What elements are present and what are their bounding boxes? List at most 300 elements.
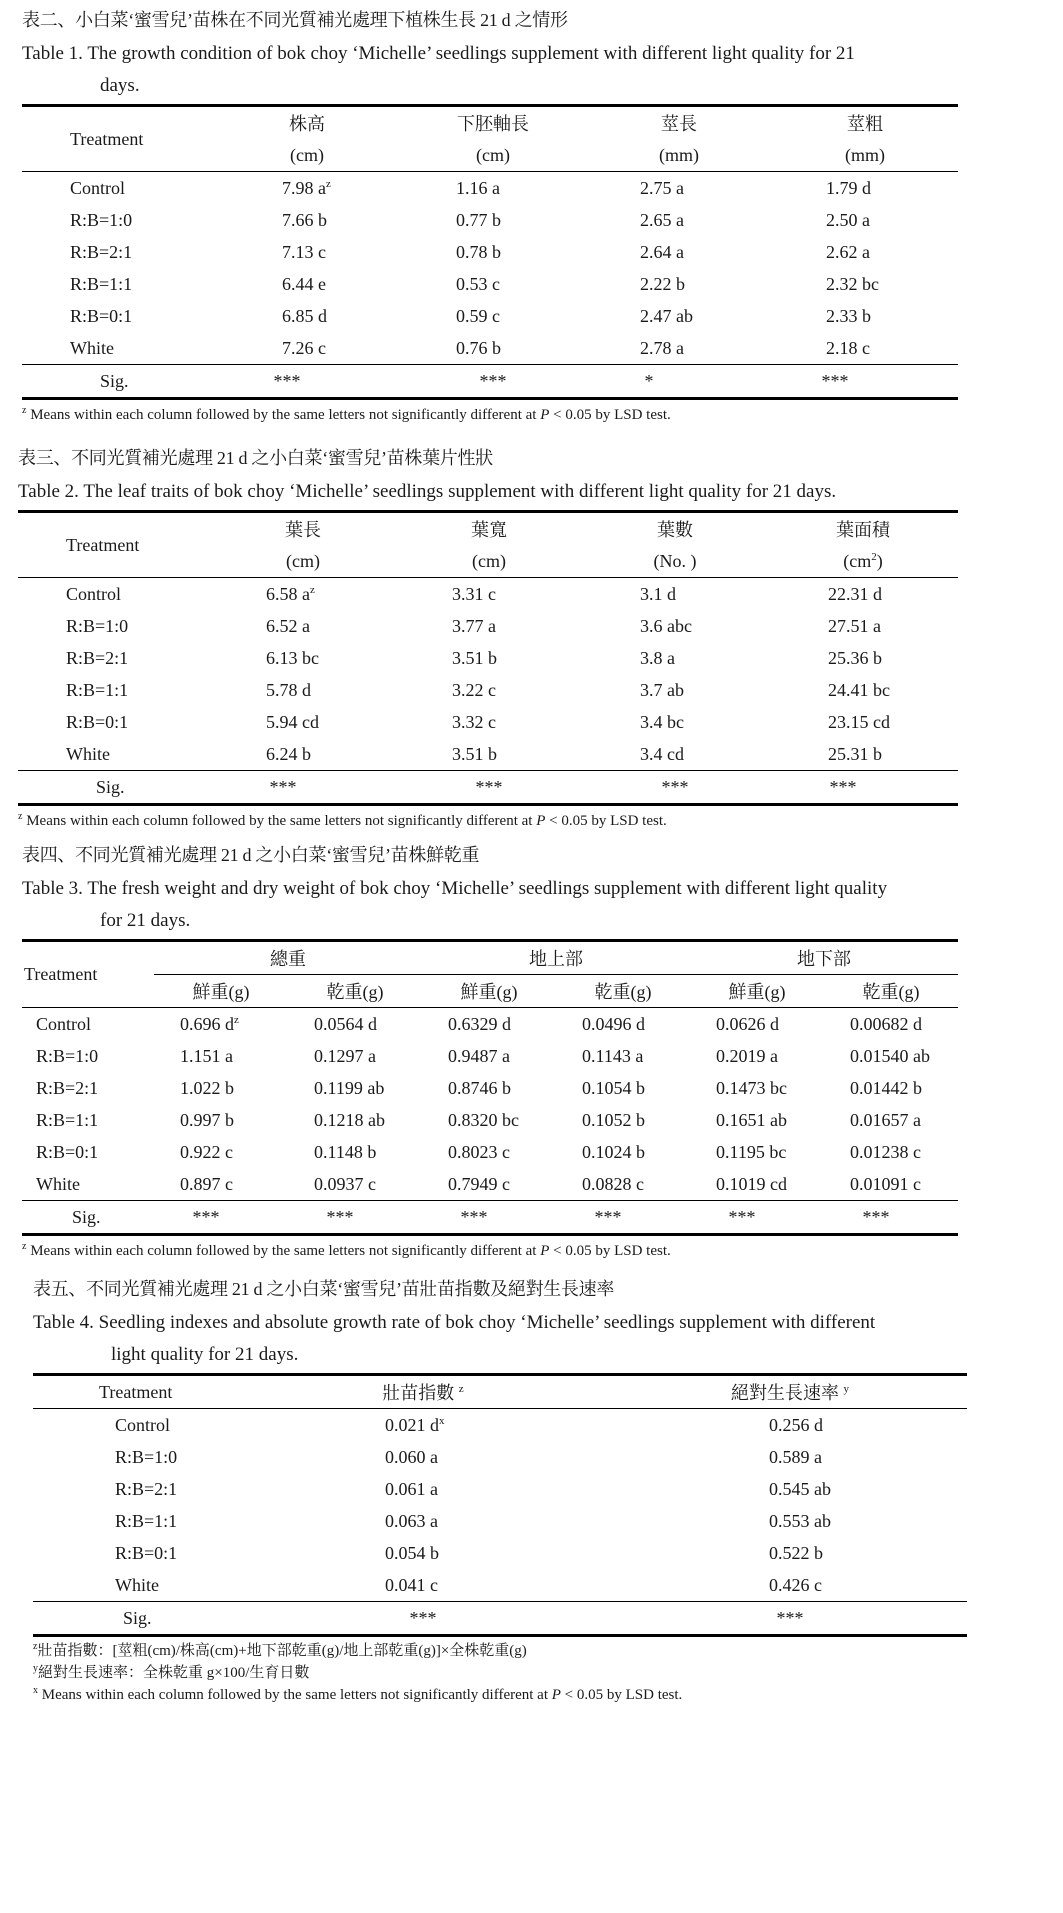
- value-cell: [214, 268, 400, 300]
- table-row: [22, 236, 958, 268]
- value-text: 2.47 ab: [640, 305, 693, 326]
- value-cell: [273, 1569, 613, 1602]
- value-cell: [288, 1072, 422, 1104]
- value-text: 0.1218 ab: [314, 1109, 385, 1130]
- value-text: 0.063 a: [385, 1510, 438, 1531]
- value-text: 7.13 c: [282, 241, 326, 262]
- table2-header-leaf-area: 葉面積: [836, 520, 890, 540]
- value-text: 0.01091 c: [850, 1173, 921, 1194]
- value-cell: [400, 300, 586, 332]
- treatment-cell: [22, 1072, 154, 1104]
- value-text: 2.32 bc: [826, 273, 879, 294]
- table3-footnote: [22, 1240, 958, 1262]
- unit-text: (cm: [843, 550, 872, 571]
- table3-title-en-line1: Table 3. The fresh weight and dry weight of bok choy ‘Michelle’ seedlings supplement with different light quality: [22, 878, 888, 899]
- value-cell: [768, 610, 958, 642]
- table-row: [18, 674, 958, 706]
- value-text: 0.2019 a: [716, 1045, 778, 1066]
- treatment-cell: [18, 738, 210, 771]
- treatment-label: R:B=1:1: [70, 273, 133, 294]
- value-cell: [586, 236, 772, 268]
- treatment-label: R:B=0:1: [66, 711, 129, 732]
- footnote-ref: z: [310, 583, 315, 596]
- value-text: 0.8023 c: [448, 1141, 510, 1162]
- treatment-cell: [22, 268, 214, 300]
- value-cell: [288, 1136, 422, 1168]
- value-text: 2.18 c: [826, 337, 870, 358]
- value-text: 0.01238 c: [850, 1141, 921, 1162]
- table2-header-leaf-width: 葉寬: [471, 520, 507, 540]
- value-text: 0.01657 a: [850, 1109, 921, 1130]
- table1-unit: (cm): [214, 139, 400, 172]
- table3-group-shoot: 地上部: [422, 941, 690, 975]
- table3-title-zh: 表四、不同光質補光處理 21 d 之小白菜‘蜜雪兒’苗株鮮乾重: [22, 845, 480, 865]
- table1-title-zh: 表二、小白菜‘蜜雪兒’苗株在不同光質補光處理下植株生長 21 d 之情形: [22, 10, 568, 30]
- value-cell: [586, 172, 772, 205]
- table3-subheader: 鮮重(g): [154, 975, 288, 1008]
- treatment-cell: [18, 610, 210, 642]
- value-cell: [396, 706, 582, 738]
- treatment-label: Control: [66, 583, 122, 604]
- value-text: 23.15 cd: [828, 711, 890, 732]
- value-text: 0.054 b: [385, 1542, 439, 1563]
- table2-footnote: [18, 810, 958, 832]
- footnote-end: < 0.05 by LSD test.: [549, 1243, 671, 1259]
- value-text: 0.1024 b: [582, 1141, 645, 1162]
- value-text: 6.58 a: [266, 583, 310, 604]
- table2-unit: (No. ): [582, 545, 768, 578]
- treatment-cell: [18, 706, 210, 738]
- value-text: 1.151 a: [180, 1045, 233, 1066]
- sig-value: ***: [862, 1206, 890, 1227]
- treatment-cell: [33, 1537, 273, 1569]
- value-cell: [613, 1441, 967, 1473]
- value-cell: [582, 642, 768, 674]
- sig-value: ***: [728, 1206, 756, 1227]
- table-row: [22, 268, 958, 300]
- value-cell: [154, 1008, 288, 1041]
- footnote-text: Means within each column followed by the same letters not significantly different at: [22, 813, 537, 829]
- value-cell: [772, 268, 958, 300]
- value-text: 0.1651 ab: [716, 1109, 787, 1130]
- value-text: 0.061 a: [385, 1478, 438, 1499]
- treatment-cell: [22, 1040, 154, 1072]
- footnote-p: P: [540, 407, 550, 423]
- table3: [22, 939, 958, 1236]
- value-cell: [273, 1441, 613, 1473]
- value-text: 3.6 abc: [640, 615, 692, 636]
- table2-body: [18, 578, 958, 771]
- table-row: [18, 578, 958, 611]
- sig-label: Sig.: [72, 1206, 101, 1227]
- sig-value: ***: [409, 1607, 437, 1628]
- value-text: 0.021 d: [385, 1414, 439, 1435]
- value-cell: [768, 706, 958, 738]
- value-text: 0.545 ab: [769, 1478, 831, 1499]
- table2-title-en: Table 2. The leaf traits of bok choy ‘Michelle’ seedlings supplement with different light quality for 21 days.: [18, 481, 837, 502]
- footnote-text: Means within each column followed by the same letters not significantly different at: [26, 407, 541, 423]
- footnote-end: < 0.05 by LSD test.: [560, 1687, 683, 1703]
- value-cell: [768, 642, 958, 674]
- footnote-text: 絕對生長速率：全株乾重 g×100/生育日數: [38, 1665, 310, 1681]
- value-cell: [273, 1409, 613, 1442]
- value-text: 0.589 a: [769, 1446, 822, 1467]
- sig-value: ***: [460, 1206, 488, 1227]
- value-text: 0.00682 d: [850, 1013, 922, 1034]
- table3-group-row: [22, 941, 958, 975]
- value-cell: [400, 236, 586, 268]
- table4-header-treatment: Treatment: [33, 1375, 273, 1409]
- value-text: 0.041 c: [385, 1574, 438, 1595]
- footnote-end: < 0.05 by LSD test.: [549, 407, 671, 423]
- treatment-cell: [33, 1441, 273, 1473]
- value-text: 2.62 a: [826, 241, 870, 262]
- value-cell: [396, 610, 582, 642]
- value-text: 0.0828 c: [582, 1173, 644, 1194]
- unit-sup: 2: [871, 550, 877, 563]
- value-cell: [400, 204, 586, 236]
- table1-title-en-line1: Table 1. The growth condition of bok choy ‘Michelle’ seedlings supplement with different light quality for 21: [22, 43, 855, 64]
- table1-body: [22, 172, 958, 365]
- table2-sig-row: [18, 771, 958, 805]
- value-cell: [690, 1008, 824, 1041]
- table1-header-hypocotyl-length: 下胚軸長: [457, 114, 529, 134]
- sig-value: ***: [594, 1206, 622, 1227]
- table3-subheader-row: [22, 975, 958, 1008]
- value-text: 0.522 b: [769, 1542, 823, 1563]
- value-text: 25.31 b: [828, 743, 882, 764]
- value-cell: [613, 1473, 967, 1505]
- treatment-cell: [22, 1136, 154, 1168]
- sig-label: Sig.: [123, 1607, 152, 1628]
- treatment-cell: [33, 1569, 273, 1602]
- value-text: 7.98 a: [282, 177, 326, 198]
- value-cell: [210, 674, 396, 706]
- treatment-label: White: [66, 743, 110, 764]
- table-row: [33, 1537, 967, 1569]
- sig-value: ***: [776, 1607, 804, 1628]
- table3-sig-row: [22, 1201, 958, 1235]
- table3-subheader: 乾重(g): [288, 975, 422, 1008]
- value-text: 0.1473 bc: [716, 1077, 787, 1098]
- table-row: [33, 1473, 967, 1505]
- table4-title-zh: 表五、不同光質補光處理 21 d 之小白菜‘蜜雪兒’苗壯苗指數及絕對生長速率: [33, 1279, 615, 1299]
- table3-header-treatment: Treatment: [22, 941, 154, 1008]
- value-cell: [210, 706, 396, 738]
- value-cell: [582, 706, 768, 738]
- value-cell: [154, 1104, 288, 1136]
- footnote-end: < 0.05 by LSD test.: [545, 813, 667, 829]
- table2-block: [18, 446, 958, 832]
- value-text: 0.1148 b: [314, 1141, 377, 1162]
- value-text: 3.4 bc: [640, 711, 684, 732]
- treatment-label: R:B=2:1: [70, 241, 133, 262]
- table-row: [22, 1168, 958, 1201]
- value-text: 0.8320 bc: [448, 1109, 519, 1130]
- table3-title-en-line2: for 21 days.: [100, 910, 191, 931]
- table4-header-row: [33, 1375, 967, 1409]
- treatment-cell: [18, 642, 210, 674]
- value-text: 0.1143 a: [582, 1045, 644, 1066]
- table-row: [33, 1409, 967, 1442]
- table3-subheader: 乾重(g): [556, 975, 690, 1008]
- value-cell: [582, 738, 768, 771]
- footnote-mark: z: [22, 405, 27, 416]
- value-cell: [400, 332, 586, 365]
- value-text: 0.59 c: [456, 305, 500, 326]
- value-text: 0.1052 b: [582, 1109, 645, 1130]
- table1-header-row: [22, 106, 958, 140]
- value-text: 0.0564 d: [314, 1013, 377, 1034]
- value-text: 2.75 a: [640, 177, 684, 198]
- header-sup: z: [458, 1383, 464, 1395]
- table4-header-seedling-index: [273, 1375, 613, 1409]
- value-text: 1.16 a: [456, 177, 500, 198]
- value-cell: [288, 1008, 422, 1041]
- value-text: 6.44 e: [282, 273, 326, 294]
- footnote-text: Means within each column followed by the same letters not significantly different at: [26, 1243, 541, 1259]
- value-cell: [690, 1168, 824, 1201]
- table2-header-leaf-length: 葉長: [285, 520, 321, 540]
- table1-footnote: [22, 404, 958, 426]
- table3-body: [22, 1008, 958, 1201]
- value-text: 2.64 a: [640, 241, 684, 262]
- sig-value: ***: [829, 776, 857, 797]
- treatment-label: R:B=1:0: [66, 615, 129, 636]
- value-cell: [556, 1168, 690, 1201]
- table4-body: [33, 1409, 967, 1602]
- table-row: [22, 1072, 958, 1104]
- table4-footnote-x: [33, 1684, 967, 1706]
- table-row: [33, 1441, 967, 1473]
- table3-group-total: 總重: [154, 941, 422, 975]
- value-text: 2.22 b: [640, 273, 685, 294]
- table1-title-en-line2: days.: [100, 75, 140, 96]
- value-text: 3.22 c: [452, 679, 496, 700]
- value-cell: [288, 1040, 422, 1072]
- sig-value: ***: [479, 370, 507, 391]
- value-cell: [154, 1136, 288, 1168]
- value-cell: [396, 738, 582, 771]
- value-cell: [210, 738, 396, 771]
- value-cell: [214, 300, 400, 332]
- value-cell: [422, 1072, 556, 1104]
- value-cell: [396, 578, 582, 611]
- value-cell: [288, 1168, 422, 1201]
- header-text: 絕對生長速率: [731, 1383, 839, 1403]
- footnote-p: P: [536, 813, 546, 829]
- table2-unit: (cm): [396, 545, 582, 578]
- value-cell: [824, 1040, 958, 1072]
- table2-unit-leaf-area: [768, 545, 958, 578]
- treatment-cell: [33, 1473, 273, 1505]
- value-text: 2.78 a: [640, 337, 684, 358]
- value-cell: [824, 1008, 958, 1041]
- table1-unit: (mm): [772, 139, 958, 172]
- footnote-mark: z: [33, 1641, 38, 1652]
- value-cell: [422, 1040, 556, 1072]
- table-row: [22, 1104, 958, 1136]
- table1-header-stem-diameter: 莖粗: [847, 114, 883, 134]
- value-text: 0.6329 d: [448, 1013, 511, 1034]
- table-row: [18, 642, 958, 674]
- footnote-ref: z: [234, 1013, 239, 1026]
- table-row: [22, 1136, 958, 1168]
- value-text: 2.33 b: [826, 305, 871, 326]
- table1-sig-row: [22, 365, 958, 399]
- value-text: 0.0626 d: [716, 1013, 779, 1034]
- treatment-label: White: [115, 1574, 159, 1595]
- sig-value: ***: [269, 776, 297, 797]
- table1-header-plant-height: 株高: [289, 114, 325, 134]
- value-text: 7.66 b: [282, 209, 327, 230]
- value-cell: [824, 1168, 958, 1201]
- treatment-label: R:B=0:1: [36, 1141, 99, 1162]
- value-cell: [556, 1136, 690, 1168]
- value-cell: [772, 300, 958, 332]
- table-row: [33, 1505, 967, 1537]
- footnote-text: 壯苗指數：[莖粗(cm)/株高(cm)+地下部乾重(g)/地上部乾重(g)]×全株乾重(g): [37, 1643, 527, 1659]
- value-cell: [556, 1072, 690, 1104]
- value-text: 0.01540 ab: [850, 1045, 930, 1066]
- value-cell: [556, 1104, 690, 1136]
- value-cell: [396, 642, 582, 674]
- value-cell: [586, 300, 772, 332]
- table1-header-treatment: Treatment: [22, 106, 214, 172]
- sig-label: Sig.: [96, 776, 125, 797]
- treatment-cell: [22, 1008, 154, 1041]
- table1-block: [22, 8, 958, 426]
- table4: [33, 1373, 967, 1637]
- value-text: 25.36 b: [828, 647, 882, 668]
- value-cell: [690, 1040, 824, 1072]
- table4-title-en: [33, 1307, 967, 1371]
- table1-header-stem-length: 莖長: [661, 114, 697, 134]
- treatment-label: R:B=1:0: [36, 1045, 99, 1066]
- treatment-cell: [22, 332, 214, 365]
- value-text: 0.426 c: [769, 1574, 822, 1595]
- sig-label: Sig.: [100, 370, 129, 391]
- treatment-label: Control: [70, 177, 126, 198]
- value-cell: [214, 236, 400, 268]
- treatment-cell: [22, 236, 214, 268]
- value-text: 6.52 a: [266, 615, 310, 636]
- value-text: 6.13 bc: [266, 647, 319, 668]
- value-cell: [824, 1136, 958, 1168]
- treatment-label: R:B=2:1: [36, 1077, 99, 1098]
- value-text: 1.79 d: [826, 177, 871, 198]
- value-text: 0.1054 b: [582, 1077, 645, 1098]
- value-cell: [824, 1072, 958, 1104]
- value-cell: [613, 1537, 967, 1569]
- value-text: 24.41 bc: [828, 679, 890, 700]
- sig-value: ***: [192, 1206, 220, 1227]
- table4-header-growth-rate: [613, 1375, 967, 1409]
- treatment-label: R:B=2:1: [115, 1478, 178, 1499]
- table3-block: [22, 843, 958, 1262]
- value-cell: [154, 1072, 288, 1104]
- value-text: 0.77 b: [456, 209, 501, 230]
- value-cell: [210, 642, 396, 674]
- table1-unit: (mm): [586, 139, 772, 172]
- value-cell: [772, 204, 958, 236]
- value-cell: [768, 674, 958, 706]
- value-text: 0.76 b: [456, 337, 501, 358]
- treatment-label: R:B=1:1: [115, 1510, 178, 1531]
- value-text: 27.51 a: [828, 615, 881, 636]
- value-cell: [396, 674, 582, 706]
- table4-title-en-line2: light quality for 21 days.: [111, 1344, 299, 1365]
- table3-group-root: 地下部: [690, 941, 958, 975]
- table3-subheader: 鮮重(g): [422, 975, 556, 1008]
- treatment-label: R:B=1:1: [66, 679, 129, 700]
- value-cell: [582, 610, 768, 642]
- value-text: 0.060 a: [385, 1446, 438, 1467]
- value-cell: [400, 172, 586, 205]
- value-text: 0.8746 b: [448, 1077, 511, 1098]
- value-text: 0.7949 c: [448, 1173, 510, 1194]
- treatment-label: White: [70, 337, 114, 358]
- value-text: 0.0937 c: [314, 1173, 376, 1194]
- value-text: 2.50 a: [826, 209, 870, 230]
- value-text: 3.77 a: [452, 615, 496, 636]
- table-row: [22, 332, 958, 365]
- treatment-label: R:B=1:0: [115, 1446, 178, 1467]
- value-cell: [690, 1072, 824, 1104]
- value-cell: [556, 1008, 690, 1041]
- value-text: 2.65 a: [640, 209, 684, 230]
- sig-value: ***: [661, 776, 689, 797]
- value-cell: [613, 1505, 967, 1537]
- value-cell: [273, 1473, 613, 1505]
- value-cell: [586, 268, 772, 300]
- value-text: 0.1195 bc: [716, 1141, 787, 1162]
- footnote-p: P: [551, 1687, 561, 1703]
- footnote-mark: x: [33, 1685, 38, 1696]
- footnote-text: Means within each column followed by the same letters not significantly different at: [38, 1687, 552, 1703]
- value-text: 0.922 c: [180, 1141, 233, 1162]
- value-cell: [273, 1537, 613, 1569]
- treatment-label: Control: [115, 1414, 171, 1435]
- sig-value: ***: [273, 370, 301, 391]
- value-cell: [824, 1104, 958, 1136]
- value-cell: [422, 1168, 556, 1201]
- value-text: 5.94 cd: [266, 711, 319, 732]
- table4-title-en-line1: Table 4. Seedling indexes and absolute growth rate of bok choy ‘Michelle’ seedlings supplement with different: [33, 1312, 876, 1333]
- table4-footnote-z: [33, 1640, 967, 1662]
- value-cell: [422, 1136, 556, 1168]
- table2-header-row: [18, 512, 958, 546]
- table2-unit: (cm): [210, 545, 396, 578]
- value-text: 0.897 c: [180, 1173, 233, 1194]
- value-cell: [582, 674, 768, 706]
- table1: [22, 104, 958, 400]
- value-text: 3.4 cd: [640, 743, 684, 764]
- value-cell: [772, 236, 958, 268]
- unit-end: ): [876, 550, 883, 571]
- treatment-cell: [22, 204, 214, 236]
- value-text: 0.9487 a: [448, 1045, 510, 1066]
- table3-title-en: [22, 873, 958, 937]
- treatment-cell: [18, 578, 210, 611]
- value-text: 0.1199 ab: [314, 1077, 385, 1098]
- value-text: 3.1 d: [640, 583, 676, 604]
- table2-header-treatment: Treatment: [18, 512, 210, 578]
- table-row: [18, 706, 958, 738]
- table-row: [33, 1569, 967, 1602]
- sig-value: ***: [326, 1206, 354, 1227]
- treatment-label: R:B=2:1: [66, 647, 129, 668]
